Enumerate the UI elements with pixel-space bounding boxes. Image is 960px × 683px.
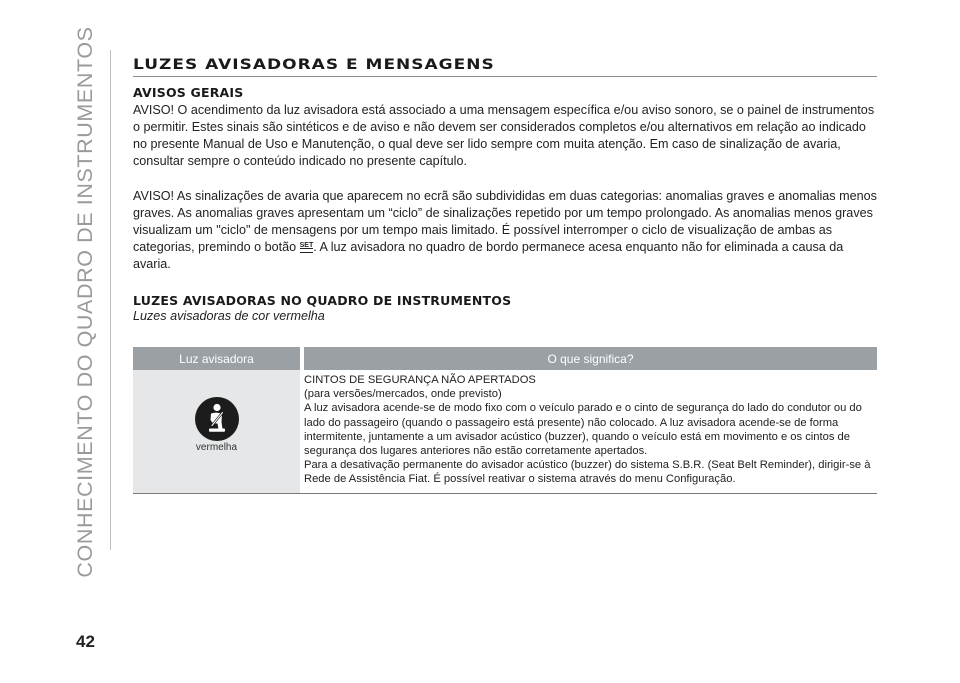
- table-header-meaning: O que significa?: [304, 347, 877, 370]
- warning-light-color-label: vermelha: [195, 442, 238, 453]
- page-content: [133, 56, 877, 494]
- general-paragraph-2: [133, 188, 877, 273]
- table-header-warning-light: Luz avisadora: [133, 347, 300, 370]
- warning-light-cell: [133, 370, 300, 493]
- main-heading: LUZES AVISADORAS E MENSAGENS: [133, 56, 495, 73]
- side-chapter-title: [64, 26, 106, 578]
- warning-availability-note: (para versões/mercados, onde previsto): [304, 388, 502, 401]
- side-chapter-title-text: CONHECIMENTO DO QUADRO DE INSTRUMENTOS: [72, 26, 97, 578]
- set-button-icon: SET: [300, 242, 314, 253]
- main-heading-rule: [133, 76, 877, 77]
- page-number: 42: [76, 632, 95, 651]
- general-paragraph-2-part-2: . A luz avisadora no quadro de bordo permanece acesa enquanto não for eliminada a causa da avaria.: [133, 240, 844, 271]
- warning-description: A luz avisadora acende-se de modo fixo com o veículo parado e o cinto de segurança do lado do condutor ou do lado do passageiro (quando o passageiro está presente) não colocado. A luz avisadora acende-se de forma intermitente, juntamente a um avisador acústico (buzzer), quando o veículo está em movimento e os cintos de segurança dos lugares anteriores não estão corretamente apertados.: [304, 402, 862, 458]
- warning-light-description-cell: [304, 370, 877, 493]
- warning-deactivation-note: Para a desativação permanente do avisador acústico (buzzer) do sistema S.B.R. (Seat Belt Reminder), dirigir-se à Rede de Assistência Fiat. É possível reativar o sistema através do menu Configuração.: [304, 459, 871, 486]
- table-row: [133, 370, 877, 493]
- general-paragraph-2-part-1: AVISO! As sinalizações de avaria que aparecem no ecrã são subdivididas em duas categorias: anomalias graves e anomalias menos graves. As anomalias graves apresentam um “ciclo” de sinalizações repetido por um tempo prolongado. As anomalias menos graves visualizam um "ciclo" de mensagens por um tempo mais limitado. É possível interromper o ciclo de visualização de ambas as categorias, premindo o botão: [133, 189, 877, 254]
- seat-belt-warning-icon: [194, 396, 240, 442]
- general-paragraph-1: AVISO! O acendimento da luz avisadora está associado a uma mensagem específica e/ou aviso sonoro, se o painel de instrumentos o permitir. Estes sinais são sintéticos e de aviso e não devem ser considerados completos e/ou alternativos em relação ao indicado no presente Manual de Uso e Manutenção, o qual deve ser lido sempre com muita atenção. Em caso de sinalização de avaria, consultar sempre o conteúdo indicado no presente capítulo.: [133, 103, 875, 168]
- table-bottom-rule: [133, 493, 877, 494]
- side-divider: [110, 50, 111, 550]
- section-heading-general: AVISOS GERAIS: [133, 85, 244, 100]
- table-header-row: [133, 347, 877, 370]
- warning-lights-table: [133, 347, 877, 493]
- section-heading-instruments: LUZES AVISADORAS NO QUADRO DE INSTRUMENTOS: [133, 293, 512, 308]
- warning-title: CINTOS DE SEGURANÇA NÃO APERTADOS: [304, 374, 536, 386]
- section-subheading-red-lights: Luzes avisadoras de cor vermelha: [133, 309, 325, 323]
